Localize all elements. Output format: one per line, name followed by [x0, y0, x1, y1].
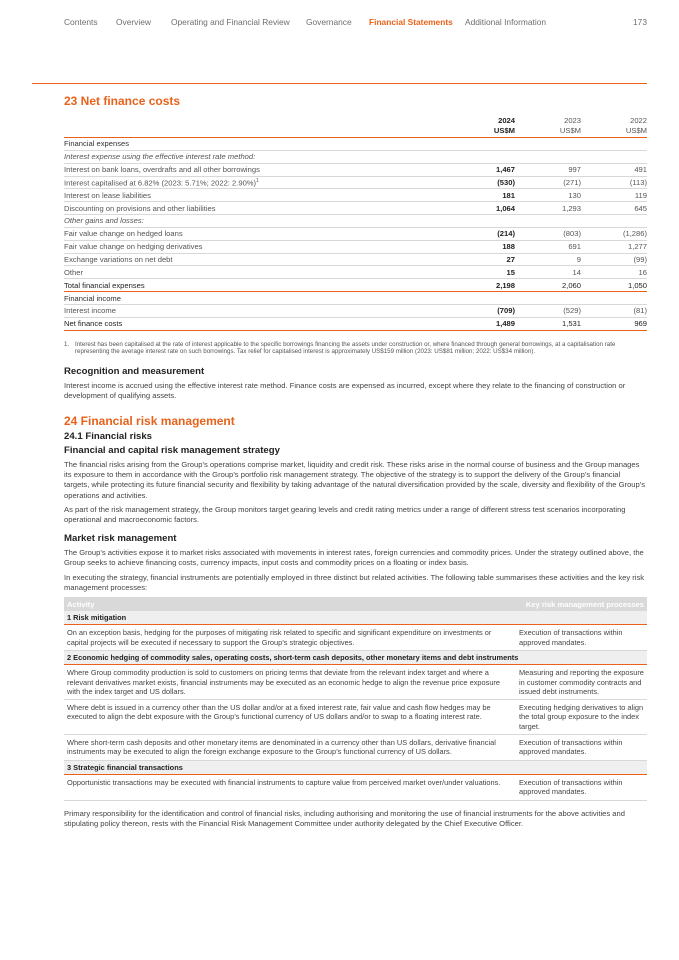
value-cell-2023: 997: [525, 163, 581, 176]
activity-cell: Where debt is issued in a currency other than the US dollar and/or at a fixed interest rate, fair value and cash flow hedges may be executed to align the debt exposure with the Group’s functional currency of US dollars and/or to swap to a floating interest rate.: [64, 700, 516, 735]
nav-link-operating-review[interactable]: Operating and Financial Review: [171, 17, 290, 27]
process-cell: Measuring and reporting the exposure in customer commodity contracts and issued debt instruments.: [516, 665, 647, 700]
value-cell-2023: [525, 215, 581, 228]
activity-cell: On an exception basis, hedging for the purposes of mitigating risk related to specific and significant expenditure on investments or capital projects will be executed if necessary to support the Group’s strategic objectives.: [64, 625, 516, 651]
value-cell-2023: (529): [525, 304, 581, 317]
value-cell-2022: [591, 292, 647, 305]
process-cell: Execution of transactions within approved mandates.: [516, 735, 647, 761]
col-2023: 2023 US$M: [525, 116, 581, 138]
value-cell-2023: (271): [525, 176, 581, 189]
table-row: [64, 150, 647, 163]
value-cell-2022: 119: [591, 189, 647, 202]
value-cell-2022: 491: [591, 163, 647, 176]
value-cell-2022: (113): [591, 176, 647, 189]
value-cell-2024: [459, 150, 515, 163]
value-cell-2024: [459, 138, 515, 151]
risk-row: [64, 665, 647, 700]
processes-column-header: Key risk management processes: [516, 597, 647, 611]
section-23-title: 23 Net finance costs: [64, 94, 181, 108]
header-divider: [32, 83, 647, 84]
value-cell-2024: 27: [459, 253, 515, 266]
risk-group-row: [64, 650, 647, 664]
risk-group-row: [64, 760, 647, 774]
risk-group-title: 3 Strategic financial transactions: [64, 760, 647, 774]
market-risk-paragraph-1: The Group’s activities expose it to market risks associated with movements in interest rates, foreign currencies and commodity prices. Under the strategy outlined above, the Group seeks to achieve financing costs, currency impacts, input costs and commodity prices on a floating or index basis.: [64, 548, 644, 568]
risk-table-body: [64, 611, 647, 800]
value-cell-2023: [525, 150, 581, 163]
value-cell-2023: 1,293: [525, 202, 581, 215]
nav-link-financial-statements[interactable]: Financial Statements: [369, 17, 453, 27]
risk-activities-table: [64, 597, 647, 800]
nav-link-governance[interactable]: Governance: [306, 17, 352, 27]
table-row: [64, 227, 647, 240]
activity-column-header: Activity: [64, 597, 516, 611]
row-label: Other gains and losses:: [64, 215, 459, 228]
market-risk-paragraph-2: In executing the strategy, financial instruments are potentially employed in three distinct but related activities. The following table summarises these activities and the key risk management processes:: [64, 572, 645, 592]
table-row: [64, 304, 647, 317]
value-cell-2022: 1,050: [591, 279, 647, 292]
section-24-title: 24 Financial risk management: [64, 414, 235, 429]
value-cell-2022: (81): [591, 304, 647, 317]
row-label: Discounting on provisions and other liabilities: [64, 202, 459, 215]
table-row: [64, 189, 647, 202]
nav-link-overview[interactable]: Overview: [116, 17, 151, 27]
table-row: [64, 279, 647, 292]
table-body: [64, 138, 647, 331]
value-cell-2023: [525, 138, 581, 151]
value-cell-2023: 1,531: [525, 317, 581, 330]
value-cell-2024: (214): [459, 227, 515, 240]
value-cell-2023: 14: [525, 266, 581, 279]
value-cell-2022: [591, 138, 647, 151]
page-content: [64, 94, 647, 829]
value-cell-2024: 2,198: [459, 279, 515, 292]
row-label: Total financial expenses: [64, 279, 459, 292]
row-label: Interest on bank loans, overdrafts and all other borrowings: [64, 163, 459, 176]
table-row: [64, 253, 647, 266]
risk-table-header: [64, 597, 647, 611]
value-cell-2024: [459, 292, 515, 305]
value-cell-2023: 130: [525, 189, 581, 202]
table-header-row: [64, 116, 647, 138]
strategy-paragraph-2: As part of the risk management strategy, the Group monitors target gearing levels and credit rating metrics under a range of different stress test scenarios incorporating operational and macroeconomic factors.: [64, 504, 626, 525]
value-cell-2022: [591, 150, 647, 163]
nav-link-additional-information[interactable]: Additional Information: [465, 17, 547, 27]
closing-paragraph: Primary responsibility for the identification and control of financial risks, including authorising and monitoring the use of financial instruments for the above activities and stipulating policy thereon, rests with the Financial Risk Management Committee under authority delegated by the Chief Executive Officer.: [64, 808, 625, 828]
recognition-text: Interest income is accrued using the effective interest rate method. Finance costs are expensed as incurred, except where they relate to the financing of construction or development of qualifying assets.: [64, 380, 626, 400]
risk-group-title: 1 Risk mitigation: [64, 611, 647, 625]
row-label: Net finance costs: [64, 317, 459, 330]
risk-row: [64, 774, 647, 800]
activity-cell: Opportunistic transactions may be executed with financial instruments to capture value from perceived market over/under valuations.: [64, 774, 516, 800]
process-cell: Executing hedging derivatives to align the total group exposure to the index target.: [516, 700, 647, 735]
table-row: [64, 317, 647, 330]
nav-link-contents[interactable]: Contents: [64, 17, 98, 27]
value-cell-2023: (803): [525, 227, 581, 240]
value-cell-2022: (99): [591, 253, 647, 266]
value-cell-2022: 645: [591, 202, 647, 215]
process-cell: Execution of transactions within approved mandates.: [516, 625, 647, 651]
value-cell-2022: 969: [591, 317, 647, 330]
activity-cell: Where Group commodity production is sold to customers on pricing terms that deviate from the relevant index target and where a relevant derivatives market exists, financial instruments may be executed as an economic hedge to align the revenue price exposure with the index target and US dollars.: [64, 665, 516, 700]
value-cell-2024: 15: [459, 266, 515, 279]
col-2022: 2022 US$M: [591, 116, 647, 138]
value-cell-2024: (530): [459, 176, 515, 189]
risk-group-title: 2 Economic hedging of commodity sales, operating costs, short-term cash deposits, other monetary items and debt instruments: [64, 650, 647, 664]
value-cell-2024: 188: [459, 240, 515, 253]
row-label: Interest capitalised at 6.82% (2023: 5.71%; 2022: 2.90%)$^1$: [64, 176, 459, 189]
table-row: [64, 292, 647, 305]
table-row: [64, 176, 647, 189]
activity-cell: Where short-term cash deposits and other monetary items are denominated in a currency other than US dollars, derivative financial instruments may be executed to align the foreign exchange exposure to the Group’s functional currency of US dollars.: [64, 735, 516, 761]
value-cell-2023: 2,060: [525, 279, 581, 292]
row-label: Financial income: [64, 292, 459, 305]
table-row: [64, 202, 647, 215]
value-cell-2024: [459, 215, 515, 228]
row-label: Interest income: [64, 304, 459, 317]
subsection-24-1: 24.1 Financial risks: [64, 431, 152, 443]
value-cell-2024: 181: [459, 189, 515, 202]
value-cell-2024: (709): [459, 304, 515, 317]
value-cell-2022: [591, 215, 647, 228]
footnote: 1. Interest has been capitalised at the rate of interest applicable to the specific borrowings financing the assets under construction or, where financed through general borrowings, at a capitalisation rate representing the average interest rate on such borrowings. Tax relief for capitalised interest is approximately US$159 million (2023: US$81 million; 2022: US$34 million).: [64, 340, 616, 355]
row-label: Other: [64, 266, 459, 279]
value-cell-2023: 691: [525, 240, 581, 253]
net-finance-costs-table: [64, 116, 647, 331]
value-cell-2024: 1,467: [459, 163, 515, 176]
value-cell-2023: 9: [525, 253, 581, 266]
page-number: 173: [633, 17, 647, 27]
market-risk-heading: Market risk management: [64, 533, 177, 545]
row-label: Financial expenses: [64, 138, 459, 151]
risk-group-row: [64, 611, 647, 625]
process-cell: Execution of transactions within approved mandates.: [516, 774, 647, 800]
table-row: [64, 163, 647, 176]
table-row: [64, 215, 647, 228]
value-cell-2022: 16: [591, 266, 647, 279]
risk-row: [64, 700, 647, 735]
risk-row: [64, 625, 647, 651]
top-navigation: [64, 17, 647, 31]
row-label: Fair value change on hedged loans: [64, 227, 459, 240]
value-cell-2023: [525, 292, 581, 305]
row-label: Exchange variations on net debt: [64, 253, 459, 266]
row-label: Interest expense using the effective interest rate method:: [64, 150, 459, 163]
table-row: [64, 266, 647, 279]
value-cell-2024: 1,064: [459, 202, 515, 215]
strategy-paragraph-1: The financial risks arising from the Group’s operations comprise market, liquidity and credit risk. These risks arise in the normal course of business and the Group manages its exposure to them in accordance with the Group’s portfolio risk management strategy. The objective of the strategy is to support the delivery of the Group’s financial targets, while protecting its future financial security and flexibility by taking advantage of the natural diversification provided by the scale, diversity and flexibility of the Group’s operations and activities.: [64, 460, 646, 500]
table-row: [64, 240, 647, 253]
risk-row: [64, 735, 647, 761]
value-cell-2024: 1,489: [459, 317, 515, 330]
row-label: Interest on lease liabilities: [64, 189, 459, 202]
strategy-heading: Financial and capital risk management strategy: [64, 445, 280, 457]
recognition-heading: Recognition and measurement: [64, 365, 205, 377]
table-row: [64, 138, 647, 151]
value-cell-2022: 1,277: [591, 240, 647, 253]
row-label: Fair value change on hedging derivatives: [64, 240, 459, 253]
value-cell-2022: (1,286): [591, 227, 647, 240]
col-2024: 2024 US$M: [459, 116, 515, 138]
